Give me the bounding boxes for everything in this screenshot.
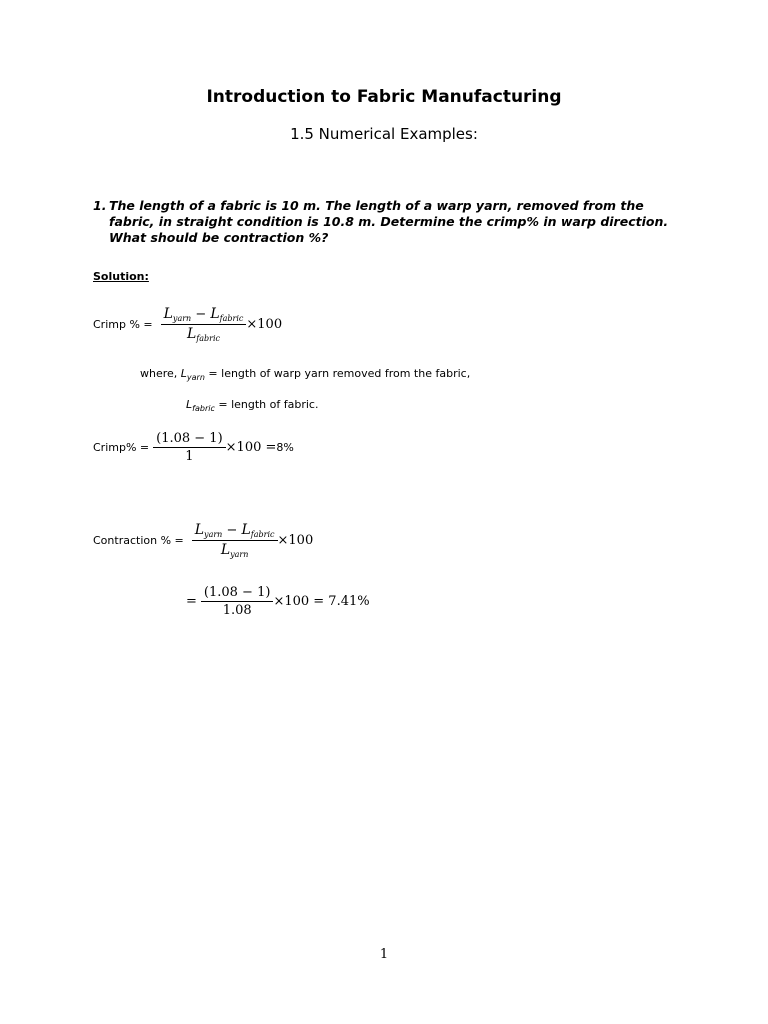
contraction-formula <box>93 522 313 559</box>
crimp-calc-label: Crimp% = <box>93 441 150 454</box>
contraction-formula-fraction <box>192 522 278 559</box>
fraction-numerator: (1.08 − 1) <box>153 431 226 448</box>
definition-text: = length of fabric. <box>214 398 319 411</box>
times-100: ×100 <box>277 533 314 548</box>
L-symbol: L <box>241 522 251 538</box>
fraction-denominator: 1.08 <box>222 603 252 618</box>
where-yarn-definition <box>140 367 470 382</box>
equals-sign: = <box>186 594 197 609</box>
crimp-calc-fraction <box>153 431 226 464</box>
section-heading: 1.5 Numerical Examples: <box>290 125 478 143</box>
crimp-formula-label: Crimp % = <box>93 318 153 331</box>
times-100: ×100 = <box>225 440 277 455</box>
crimp-formula-fraction <box>161 306 247 343</box>
times-100: ×100 <box>246 317 283 332</box>
fraction-denominator <box>184 325 223 343</box>
subscript: yarn <box>230 550 249 559</box>
problem-statement <box>93 198 693 246</box>
minus-sign: − <box>226 523 238 538</box>
subscript: yarn <box>204 530 223 539</box>
subscript: yarn <box>172 314 192 323</box>
solution-heading: Solution: <box>93 270 149 283</box>
L-symbol: L <box>194 522 205 538</box>
crimp-result: 8% <box>276 441 294 454</box>
definition-text: = length of warp yarn removed from the fabric, <box>204 367 471 380</box>
contraction-calculation <box>186 585 370 618</box>
page-number: 1 <box>379 947 389 962</box>
fraction-numerator <box>161 306 247 325</box>
times-100-result: ×100 = 7.41% <box>273 594 370 609</box>
L-symbol: L <box>163 306 173 322</box>
where-fabric-definition <box>186 398 318 413</box>
contraction-calc-fraction <box>201 585 274 618</box>
fraction-numerator: (1.08 − 1) <box>201 585 274 602</box>
problem-text: The length of a fabric is 10 m. The length of a warp yarn, removed from the fabric, in straight condition is 10.8 m. Determine the crimp% in warp direction. What should be contraction %? <box>109 198 669 245</box>
fraction-numerator <box>192 522 278 541</box>
subscript: fabric <box>250 530 275 539</box>
L-symbol: L <box>180 367 187 380</box>
where-prefix: where, <box>140 367 181 380</box>
crimp-formula <box>93 306 282 343</box>
subscript: fabric <box>192 404 215 413</box>
subscript: fabric <box>219 314 244 323</box>
page-title: Introduction to Fabric Manufacturing <box>206 87 562 107</box>
contraction-formula-label: Contraction % = <box>93 534 184 547</box>
fraction-denominator <box>218 541 252 559</box>
L-symbol: L <box>220 542 231 558</box>
L-symbol: L <box>210 306 220 322</box>
fraction-denominator: 1 <box>185 449 194 464</box>
subscript: yarn <box>186 373 205 382</box>
problem-number: 1. <box>93 198 107 213</box>
L-symbol: L <box>186 398 193 411</box>
minus-sign: − <box>195 307 207 322</box>
subscript: fabric <box>196 334 221 343</box>
L-symbol: L <box>187 326 197 342</box>
crimp-calculation <box>93 431 294 464</box>
